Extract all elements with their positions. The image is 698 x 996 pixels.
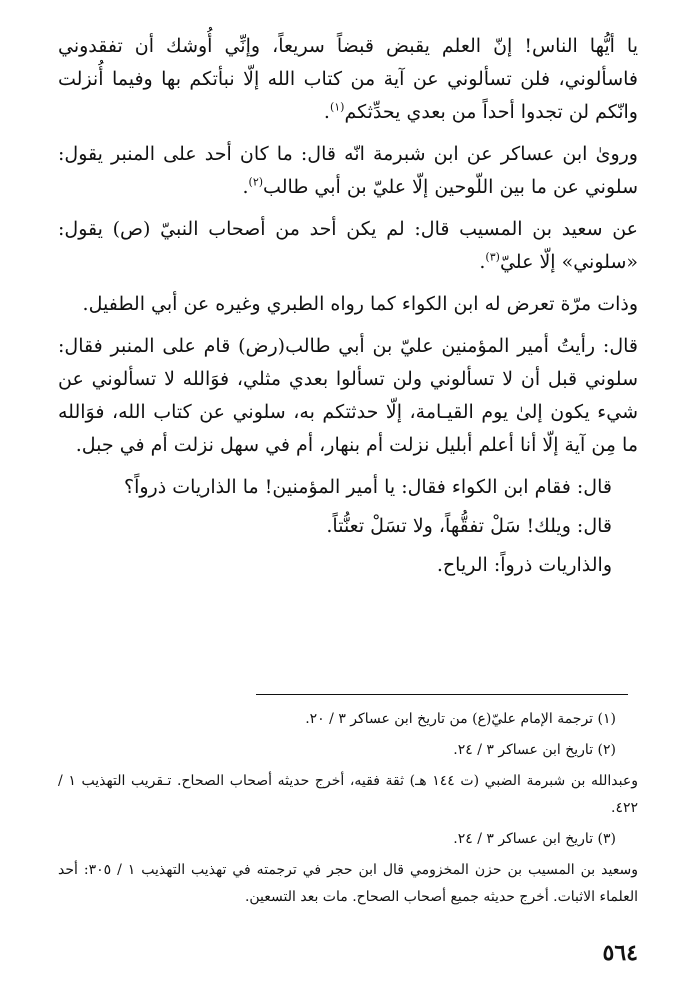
dialogue-line-1: قال: فقام ابن الكواء فقال: يا أمير المؤمنين! ما الذاريات ذرواً؟ (124, 476, 612, 498)
footnote-2: (٢) تاريخ ابن عساكر ٣ / ٢٤. (453, 742, 616, 758)
paragraph-5: قال: رأيتُ أمير المؤمنين عليّ بن أبي طالب(رض) قام على المنبر فقال: سلوني قبل أن لا تسألوني ولن تسألوا بعدي مثلي، فوَالله لا تسألوني عن شيء يكون إلىٰ يوم القيـامة، إلّا حدثتكم به، سلوني عن كتاب الله، فوَالله ما مِن آية إلّا أنا أعلم أبليل نزلت أم بنهار، أم في سهل نزلت أم في جبل. (58, 335, 638, 456)
main-text (58, 30, 638, 588)
dialogue-line-2: قال: ويلك! سَلْ تفقُّهاً، ولا تسَلْ تعنُّتاً. (326, 515, 612, 537)
footnote-1: (١) ترجمة الإمام عليّ(ع) من تاريخ ابن عساكر ٣ / ٢٠. (305, 711, 616, 727)
paragraph-3: عن سعيد بن المسيب قال: لم يكن أحد من أصحاب النبيّ (ص) يقول: «سلوني» إلّا عليّ$^{(٣)}$. (58, 218, 638, 273)
footnote-3: (٣) تاريخ ابن عساكر ٣ / ٢٤. (453, 831, 616, 847)
footnote-ref-1: (١) (329, 100, 345, 114)
dialogue-line-3: والذاريات ذرواً: الرياح. (436, 554, 612, 576)
paragraph-4: وذات مرّة تعرض له ابن الكواء كما رواه الطبري وغيره عن أبي الطفيل. (82, 293, 638, 315)
footnote-2-detail: وعبدالله بن شبرمة الضبي (ت ١٤٤ هـ) ثقة فقيه، أخرج حديثه أصحاب الصحاح. تـقريب التهذيب ١ / ٤٢٢. (58, 773, 638, 816)
footnote-ref-2: (٢) (248, 175, 264, 189)
footnote-3-detail: وسعيد بن المسيب بن حزن المخزومي قال ابن حجر في ترجمته في تهذيب التهذيب ١ / ٣٠٥: أحد العلماء الاثبات. أخرج حديثه جميع أصحاب الصحاح. مات بعد التسعين. (58, 862, 638, 905)
footnotes (58, 706, 638, 915)
footnote-ref-3: (٣) (485, 250, 500, 264)
footnote-divider (256, 694, 628, 695)
paragraph-1: يا أيُّها الناس! إنّ العلم يقبض قبضاً سريعاً، وإنِّي أُوشك أن تفقدوني فاسألوني، فلن تسألوني عن آية من كتاب الله إلّا نبأتكم بها وفيما أُنزلت وانّكم لن تجدوا أحداً من بعدي يحدِّثكم$^{(١)}$. (58, 35, 638, 123)
paragraph-2: وروىٰ ابن عساكر عن ابن شبرمة انّه قال: ما كان أحد على المنبر يقول: سلوني عن ما بين اللّوحين إلّا عليّ بن أبي طالب$^{(٢)}$. (58, 143, 638, 198)
page-number: ٥٦٤ (602, 940, 638, 966)
